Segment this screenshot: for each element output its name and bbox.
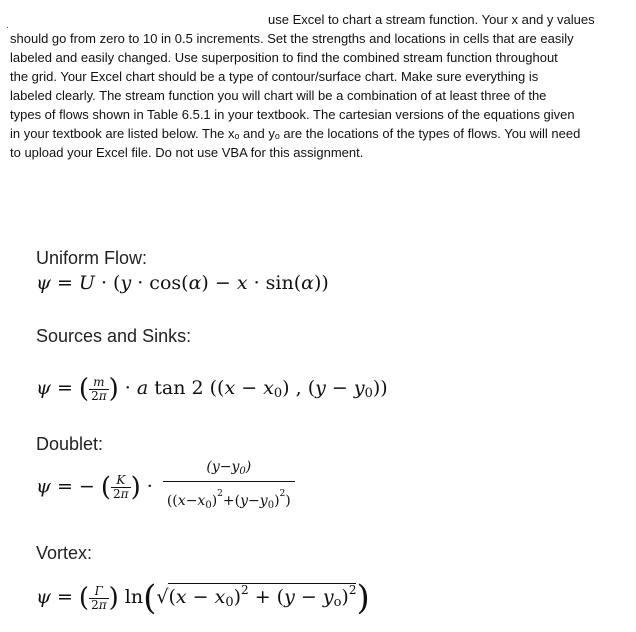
vortex-label: Vortex: xyxy=(36,543,93,563)
instruction-line: in your textbook are listed below. The xₒ and yₒ are the locations of the types of flows. You will need xyxy=(10,126,581,141)
vortex-equation: ψ = ( $\frac{\Gamma}{2\pi}$ ) $\ln(√(x - x_0)^2 + (y - y_o)^2)$ xyxy=(36,578,370,618)
instruction-line: to upload your Excel file. Do not use VBA for this assignment. xyxy=(10,145,364,160)
assignment-instructions xyxy=(10,10,628,162)
bullet-dot: . xyxy=(6,20,9,31)
doublet-label: Doublet: xyxy=(36,434,104,454)
instruction-line: types of flows shown in Table 6.5.1 in your textbook. The cartesian versions of the equations given xyxy=(10,107,575,122)
source-sink-equation: ψ = ( $\frac{m}{2\pi}$ ) · a tan 2 ($(x - x_0)$ , $(y - y_0)$) xyxy=(36,374,388,404)
doublet-equation: ψ = − ( $\frac{K}{2\pi}$ ) · $\frac{(y-y_0)}{((x-x_0)^2+(y-y_0)^2)}$ xyxy=(36,458,295,517)
sources-sinks-label: Sources and Sinks: xyxy=(36,326,192,346)
uniform-flow-equation: ψ = U · (y · cos(α) − x · sin(α)) xyxy=(36,272,329,294)
instruction-line: labeled clearly. The stream function you will chart will be a combination of at least three of the xyxy=(10,88,547,103)
instruction-line: the grid. Your Excel chart should be a type of contour/surface chart. Make sure everything is xyxy=(10,69,539,84)
instruction-line: should go from zero to 10 in 0.5 increments. Set the strengths and locations in cells that are easily xyxy=(10,31,574,46)
instruction-line: labeled and easily changed. Use superposition to find the combined stream function throughout xyxy=(10,50,558,65)
uniform-flow-label: Uniform Flow: xyxy=(36,248,148,268)
instruction-line: use Excel to chart a stream function. Your x and y values xyxy=(268,12,595,27)
